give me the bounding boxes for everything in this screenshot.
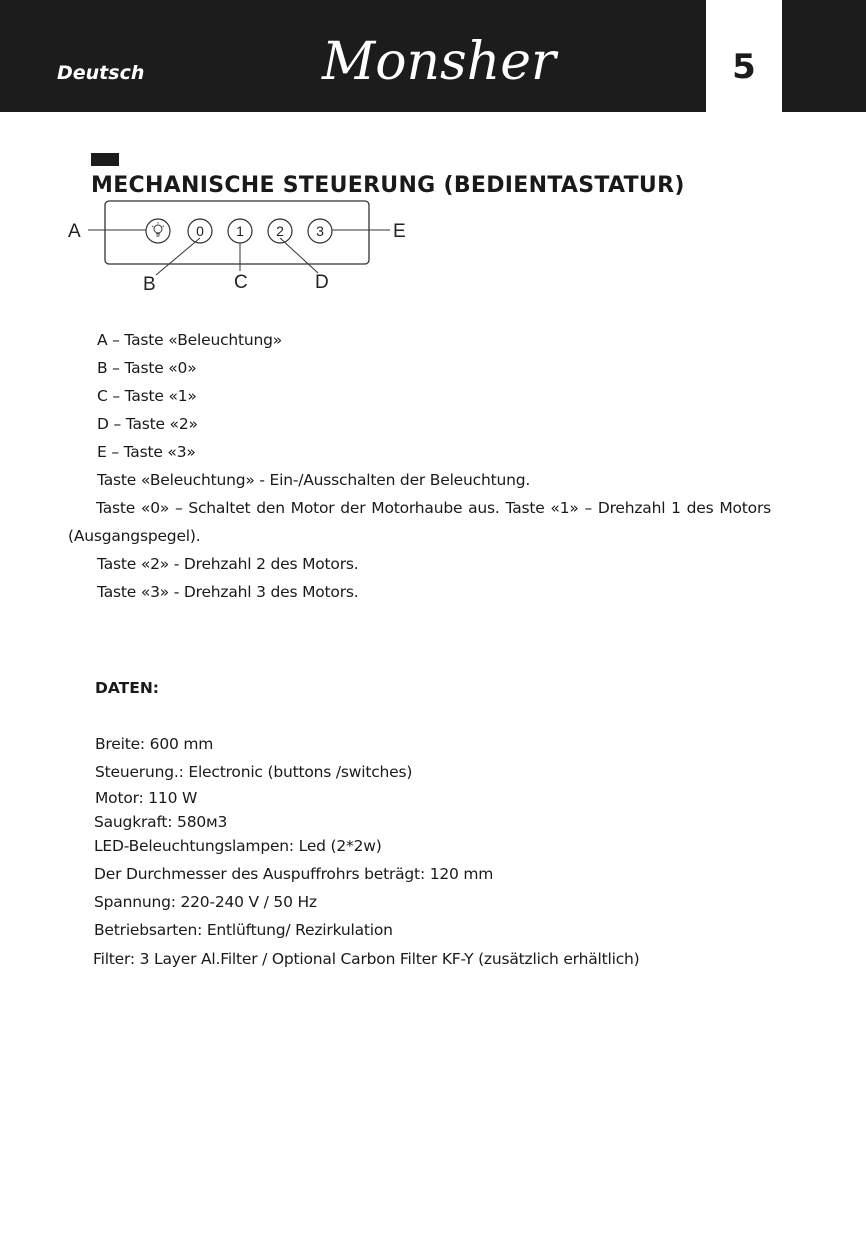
callout-e: E — [393, 221, 406, 242]
button-0-label: 0 — [196, 223, 204, 239]
page-header — [0, 0, 866, 112]
data-item-exhaust-diameter: Der Durchmesser des Auspuffrohrs beträgt: 120 mm — [94, 865, 494, 883]
data-item-voltage: Spannung: 220-240 V / 50 Hz — [94, 893, 317, 911]
button-1 — [228, 219, 252, 243]
callout-b: B — [143, 274, 156, 295]
description-zero-one: Taste «0» – Schaltet den Motor der Motorhaube aus. Taste «1» – Drehzahl 1 des Motors (Ausgangspegel). — [68, 499, 771, 545]
button-3 — [308, 219, 332, 243]
data-item-modes: Betriebsarten: Entlüftung/ Rezirkulation — [94, 921, 393, 939]
button-2-label: 2 — [276, 223, 284, 239]
legend-item-d: D – Taste «2» — [97, 415, 198, 433]
legend-item-b: B – Taste «0» — [97, 359, 197, 377]
callout-a: A — [68, 221, 81, 242]
data-item-suction: Saugkraft: 580м3 — [94, 813, 228, 831]
brand-logo: Monsher — [322, 32, 556, 92]
leader-line-b — [156, 238, 200, 275]
light-button — [146, 219, 170, 243]
data-item-control: Steuerung.: Electronic (buttons /switches) — [95, 763, 413, 781]
control-panel-diagram — [60, 195, 420, 295]
button-1-label: 1 — [236, 223, 244, 239]
description-two: Taste «2» - Drehzahl 2 des Motors. — [97, 555, 359, 573]
language-label: Deutsch — [57, 62, 145, 84]
page-number-box — [706, 0, 782, 112]
page-number: 5 — [732, 47, 756, 87]
description-light: Taste «Beleuchtung» - Ein-/Ausschalten der Beleuchtung. — [97, 471, 531, 489]
section-marker — [91, 153, 119, 166]
data-item-lamps: LED-Beleuchtungslampen: Led (2*2w) — [94, 837, 382, 855]
section-title: MECHANISCHE STEUERUNG (BEDIENTASTATUR) — [91, 173, 685, 198]
description-three: Taste «3» - Drehzahl 3 des Motors. — [97, 583, 359, 601]
legend-item-e: E – Taste «3» — [97, 443, 196, 461]
button-3-label: 3 — [316, 223, 324, 239]
legend-item-a: A – Taste «Beleuchtung» — [97, 331, 283, 349]
callout-d: D — [315, 272, 329, 293]
data-item-motor: Motor: 110 W — [95, 789, 198, 807]
data-title: DATEN: — [95, 679, 159, 697]
callout-c: C — [234, 272, 248, 293]
data-item-width: Breite: 600 mm — [95, 735, 214, 753]
leader-line-d — [280, 238, 318, 273]
legend-item-c: C – Taste «1» — [97, 387, 197, 405]
data-item-filter: Filter: 3 Layer Al.Filter / Optional Carbon Filter KF-Y (zusätzlich erhältlich) — [93, 950, 640, 968]
light-bulb-icon — [152, 222, 164, 236]
button-0 — [188, 219, 212, 243]
button-2 — [268, 219, 292, 243]
